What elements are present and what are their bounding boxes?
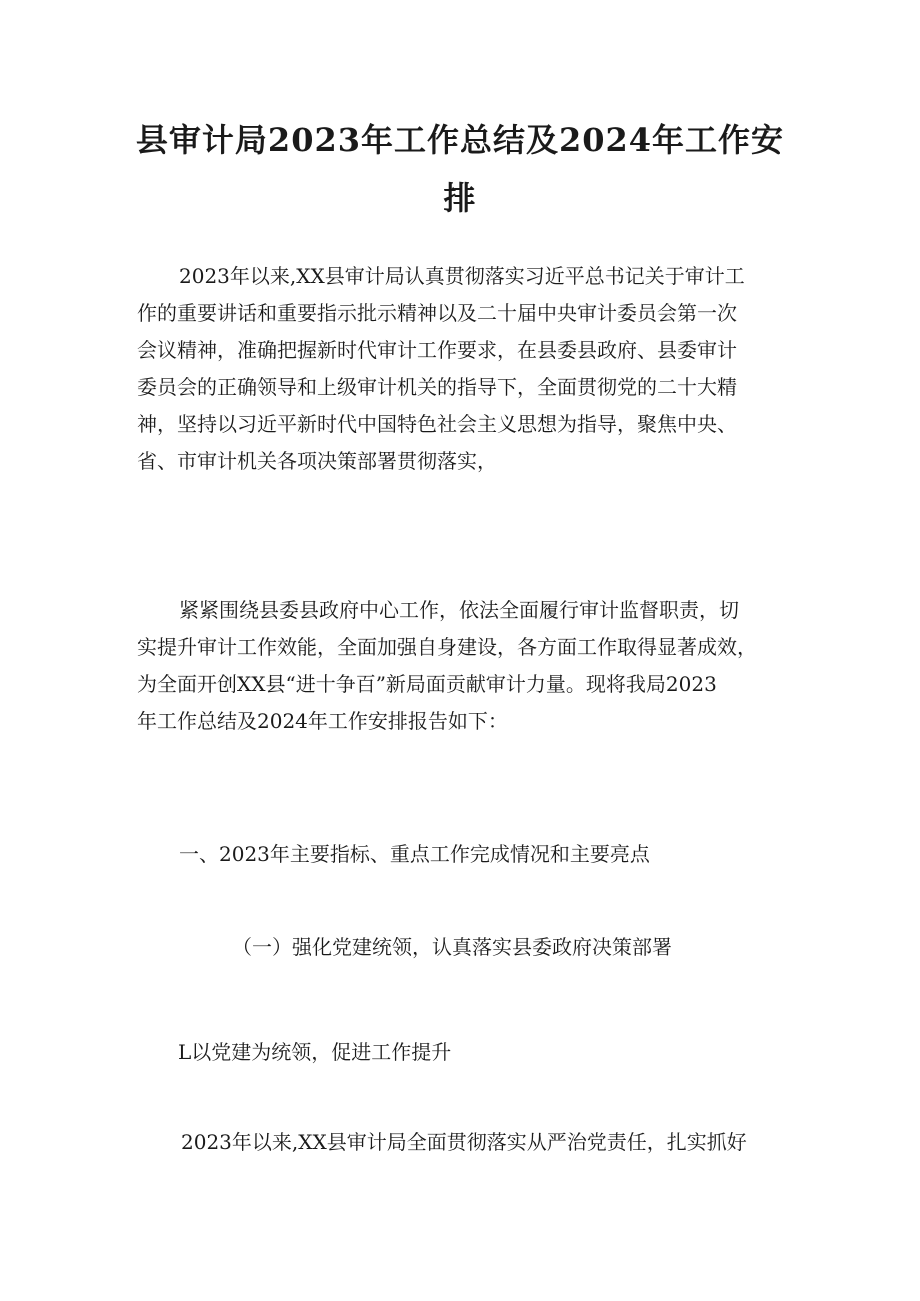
section-heading-3 [178,1034,778,1071]
paragraph-line: 2023年以来,XX县审计局认真贯彻落实习近平总书记关于审计工 [179,264,745,288]
paragraph-party-building [181,1124,793,1161]
heading-text: （一）强化党建统领，认真落实县委政府决策部署 [232,935,672,959]
paragraph-line: 会议精神，准确把握新时代审计工作要求，在县委县政府、县委审计 [137,338,737,362]
paragraph-line: 实提升审计工作效能，全面加强自身建设，各方面工作取得显著成效， [137,635,757,659]
paragraph-line: 神，坚持以习近平新时代中国特色社会主义思想为指导，聚焦中央、 [137,412,737,436]
paragraph-line: 作的重要讲话和重要指示批示精神以及二十届中央审计委员会第一次 [137,301,737,325]
paragraph-line: 紧紧围绕县委县政府中心工作，依法全面履行审计监督职责，切 [179,598,739,622]
paragraph-line: 2023年以来,XX县审计局全面贯彻落实从严治党责任，扎实抓好 [181,1130,747,1154]
document-title-line2: 排 [443,179,477,217]
document-title-line1: 县审计局2023年工作总结及2024年工作安 [135,121,785,159]
section-heading-2 [232,929,792,966]
heading-text: 一、2023年主要指标、重点工作完成情况和主要亮点 [179,842,650,866]
section-heading-1 [137,836,793,873]
paragraph-line: 委员会的正确领导和上级审计机关的指导下，全面贯彻党的二十大精 [137,375,737,399]
paragraph-line: 省、市审计机关各项决策部署贯彻落实， [137,449,497,473]
heading-text: L以党建为统领，促进工作提升 [178,1040,452,1064]
paragraph-line: 为全面开创XX县“进十争百”新局面贡献审计力量。现将我局2023 [137,672,717,696]
paragraph-line: 年工作总结及2024年工作安排报告如下： [137,709,508,733]
paragraph-summary [137,592,793,740]
paragraph-intro [137,258,793,480]
